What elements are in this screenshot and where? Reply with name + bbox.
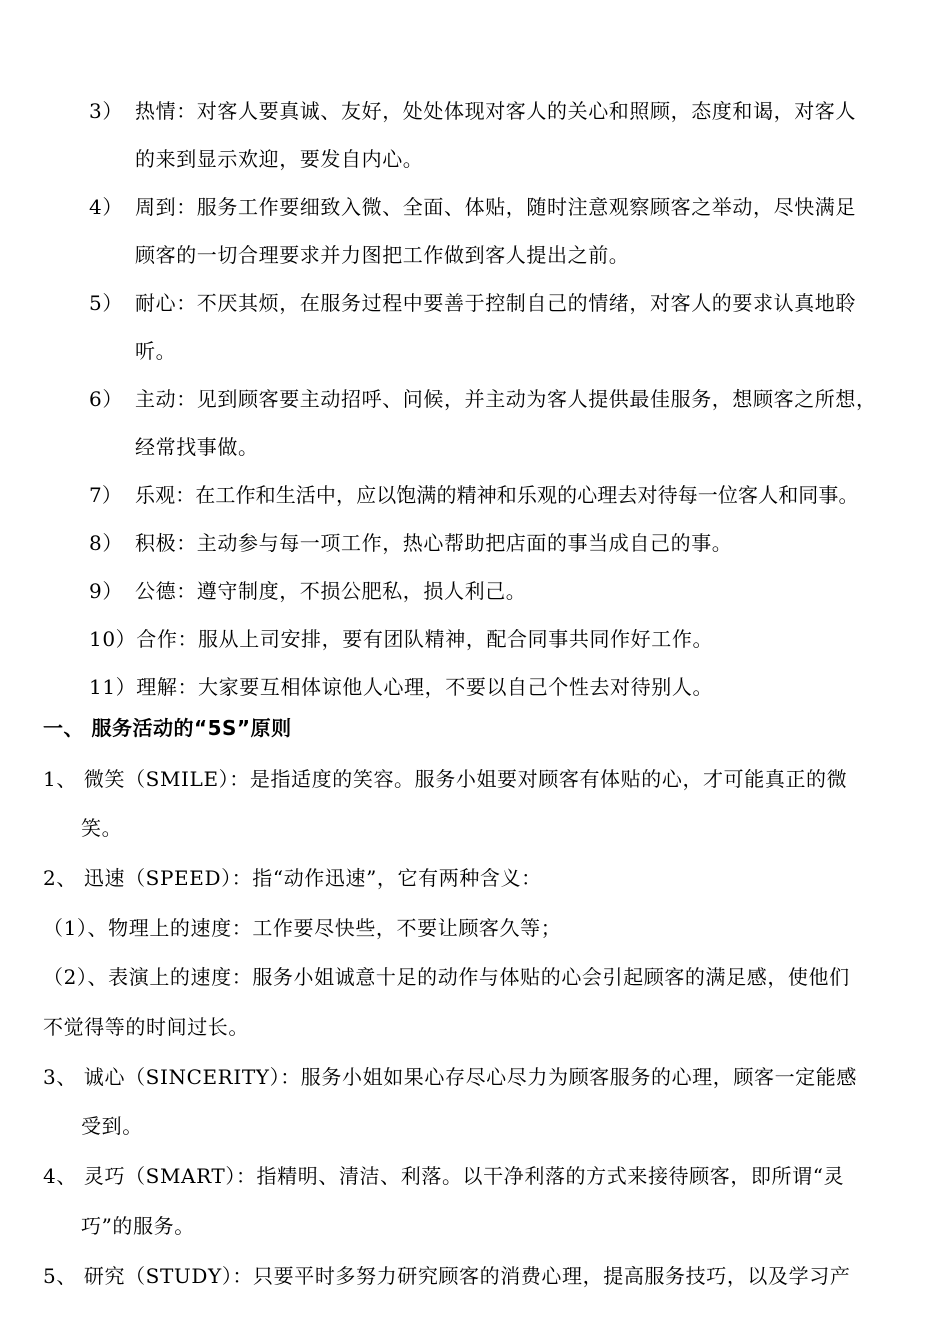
- list-text: 积极：主动参与每一项工作，热心帮助把店面的事当成自己的事。: [135, 531, 733, 555]
- list-item-4-line-2: 顾客的一切合理要求并力图把工作做到客人提出之前。: [135, 243, 630, 267]
- list-item-9: [89, 578, 526, 604]
- list-text: 热情：对客人要真诚、友好，处处体现对客人的关心和照顾，态度和谒，对客人: [135, 99, 856, 123]
- list-item-6-line-1: [89, 386, 877, 412]
- list-text: 公德：遵守制度，不损公肥私，损人利己。: [135, 579, 527, 603]
- section-heading: 一、 服务活动的“5S”原则: [43, 716, 292, 740]
- principle-2-sub-1: （1）、物理上的速度：工作要尽快些，不要让顾客久等；: [43, 916, 562, 940]
- list-text: 周到：服务工作要细致入微、全面、体贴，随时注意观察顾客之举动，尽快满足: [135, 195, 856, 219]
- list-number: 10）: [89, 627, 137, 651]
- list-item-3-line-2: 的来到显示欢迎，要发自内心。: [135, 147, 424, 171]
- principle-2-sub-2-line-1: （2）、表演上的速度：服务小姐诚意十足的动作与体贴的心会引起顾客的满足感，使他们: [43, 965, 850, 989]
- list-number: 9）: [89, 579, 123, 603]
- list-number: 5）: [89, 291, 123, 315]
- list-text: 合作：服从上司安排，要有团队精神，配合同事共同作好工作。: [136, 627, 714, 651]
- list-item-3-line-1: [89, 98, 856, 124]
- list-number: 11）: [89, 675, 137, 699]
- principle-4-line-1: 4、 灵巧（SMART）：指精明、清洁、利落。以干净利落的方式来接待顾客，即所谓“灵: [43, 1164, 845, 1188]
- principle-5-line-1: 5、 研究（STUDY）：只要平时多努力研究顾客的消费心理，提高服务技巧，以及学习产: [43, 1264, 851, 1288]
- list-item-6-line-2: 经常找事做。: [135, 435, 259, 459]
- principle-1-line-1: 1、 微笑（SMILE）：是指适度的笑容。服务小姐要对顾客有体贴的心，才可能真正的微: [43, 767, 848, 791]
- principle-3-line-1: 3、 诚心（SINCERITY）：服务小姐如果心存尽心尽力为顾客服务的心理，顾客一定能感: [43, 1065, 857, 1089]
- list-item-4-line-1: [89, 194, 856, 220]
- principle-2-sub-2-line-2: 不觉得等的时间过长。: [43, 1015, 249, 1039]
- principle-2-line-1: 2、 迅速（SPEED）：指“动作迅速”，它有两种含义：: [43, 866, 542, 890]
- list-item-5-line-2: 听。: [135, 339, 177, 363]
- list-text: 主动：见到顾客要主动招呼、问候，并主动为客人提供最佳服务，想顾客之所想，: [135, 387, 877, 411]
- list-number: 8）: [89, 531, 123, 555]
- principle-1-line-2: 笑。: [81, 816, 123, 840]
- principle-4-line-2: 巧”的服务。: [81, 1214, 195, 1238]
- list-number: 4）: [89, 195, 123, 219]
- list-number: 7）: [89, 483, 122, 507]
- principle-3-line-2: 受到。: [81, 1114, 143, 1138]
- list-item-7: [89, 482, 859, 508]
- list-number: 3）: [89, 99, 123, 123]
- list-item-8: [89, 530, 732, 556]
- list-text: 耐心：不厌其烦，在服务过程中要善于控制自己的情绪，对客人的要求认真地聆: [135, 291, 856, 315]
- list-item-10: [89, 626, 713, 652]
- list-item-5-line-1: [89, 290, 856, 316]
- list-text: 理解：大家要互相体谅他人心理，不要以自己个性去对待别人。: [136, 675, 714, 699]
- list-number: 6）: [89, 387, 123, 411]
- list-item-11: [89, 674, 713, 700]
- list-text: 乐观：在工作和生活中，应以饱满的精神和乐观的心理去对待每一位客人和同事。: [135, 483, 859, 507]
